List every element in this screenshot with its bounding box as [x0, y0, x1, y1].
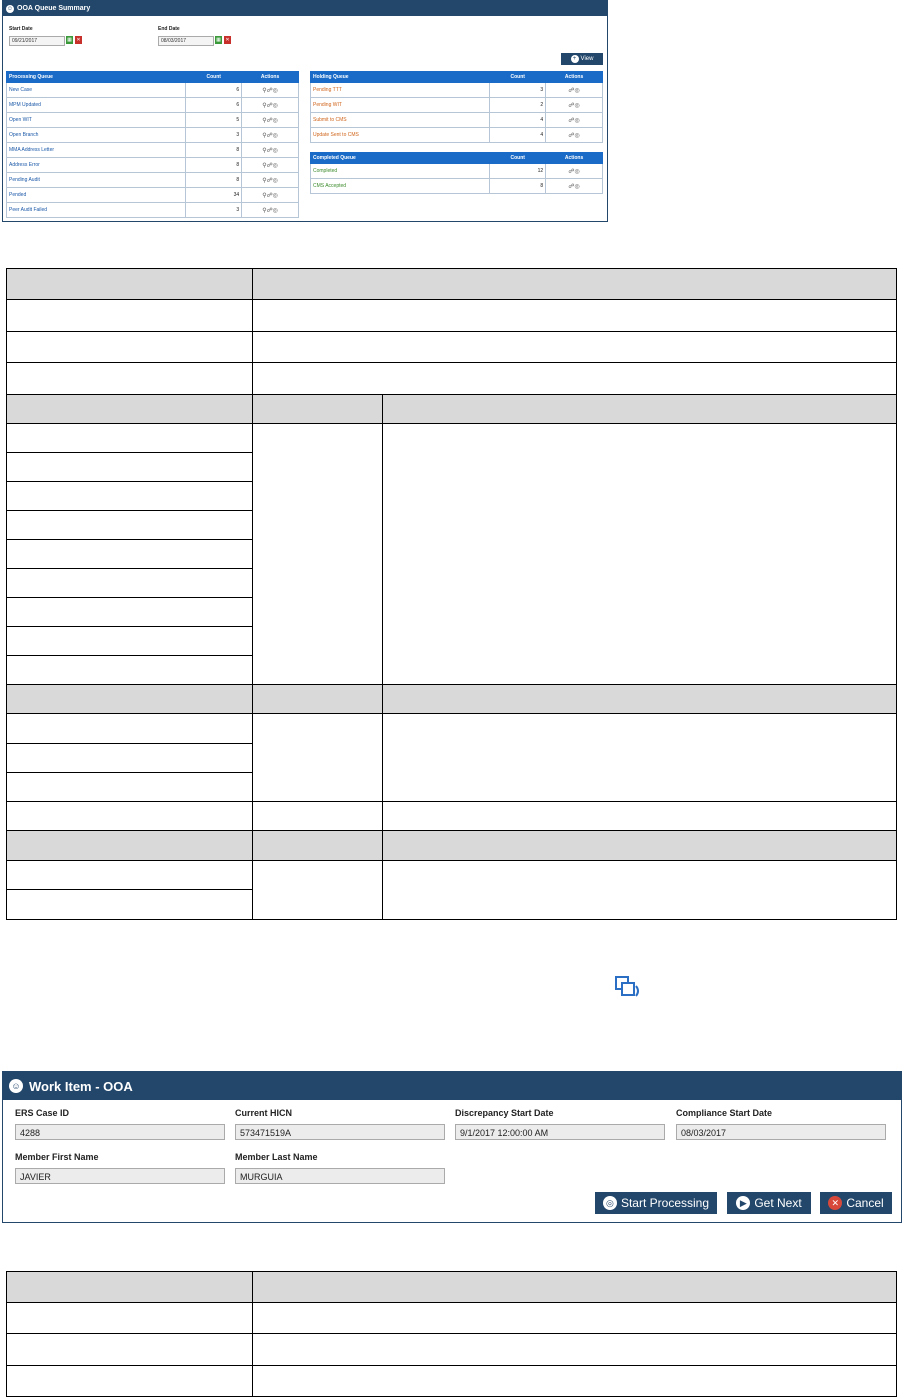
table-cell: [7, 1334, 253, 1366]
queue-count: 6: [186, 98, 242, 113]
table-row: [7, 113, 299, 128]
queue-link[interactable]: Address Error: [7, 158, 186, 173]
end-date-label: End Date: [158, 26, 180, 32]
table-cell: [7, 714, 253, 744]
queue-link[interactable]: MMA Address Letter: [7, 143, 186, 158]
compliance-start-date-field[interactable]: 08/03/2017: [676, 1124, 886, 1140]
row-actions-icon[interactable]: ☍◎: [546, 98, 603, 113]
row-actions-icon[interactable]: ⚲☍◎: [242, 173, 299, 188]
plus-icon: +: [571, 55, 579, 63]
get-next-button[interactable]: [727, 1192, 811, 1214]
next-icon: ▶: [736, 1196, 750, 1210]
ooa-queue-summary-panel: [2, 0, 608, 222]
table-row: [7, 158, 299, 173]
table-cell: [7, 656, 253, 685]
row-actions-icon[interactable]: ☍◎: [546, 164, 603, 179]
table-cell: [253, 300, 897, 332]
row-actions-icon[interactable]: ☍◎: [546, 179, 603, 194]
work-item-titlebar: [3, 1072, 901, 1100]
discrepancy-start-date-label: Discrepancy Start Date: [455, 1108, 554, 1118]
current-hicn-label: Current HICN: [235, 1108, 293, 1118]
table-cell: [7, 1272, 253, 1303]
queue-count: 3: [186, 203, 242, 218]
table-cell: [7, 482, 253, 511]
table-row: [311, 113, 603, 128]
member-last-name-label: Member Last Name: [235, 1152, 318, 1162]
work-item-title: Work Item - OOA: [29, 1078, 133, 1094]
queue-link[interactable]: Pending TTT: [311, 83, 490, 98]
processing-actions-header: Actions: [242, 72, 299, 83]
queue-count: 5: [186, 113, 242, 128]
row-actions-icon[interactable]: ☍◎: [546, 113, 603, 128]
table-cell: [253, 1334, 897, 1366]
cancel-label: Cancel: [846, 1196, 884, 1210]
processing-count-header: Count: [186, 72, 242, 83]
table-cell: [253, 1366, 897, 1397]
holding-count-header: Count: [490, 72, 546, 83]
table-cell: [7, 861, 253, 890]
table-cell: [7, 395, 253, 424]
table-cell: [7, 363, 253, 395]
table-cell: [383, 685, 897, 714]
row-actions-icon[interactable]: ☍◎: [546, 128, 603, 143]
view-button[interactable]: [561, 53, 603, 65]
row-actions-icon[interactable]: ⚲☍◎: [242, 203, 299, 218]
queue-summary-titlebar: [3, 1, 607, 16]
completed-queue-table: [310, 152, 603, 194]
member-last-name-field[interactable]: MURGUIA: [235, 1168, 445, 1184]
queue-count: 34: [186, 188, 242, 203]
row-actions-icon[interactable]: ⚲☍◎: [242, 128, 299, 143]
queue-count: 4: [490, 128, 546, 143]
table-row: [311, 83, 603, 98]
table-cell: [253, 424, 383, 685]
table-cell: [7, 890, 253, 920]
start-date-label: Start Date: [9, 26, 33, 32]
table-cell: [253, 861, 383, 920]
end-date-input[interactable]: 08/03/2017: [158, 36, 214, 46]
table-row: [311, 179, 603, 194]
compliance-start-date-label: Compliance Start Date: [676, 1108, 773, 1118]
row-actions-icon[interactable]: ⚲☍◎: [242, 143, 299, 158]
table-cell: [7, 540, 253, 569]
table-cell: [7, 802, 253, 831]
queue-link[interactable]: Update Sent to CMS: [311, 128, 490, 143]
row-actions-icon[interactable]: ⚲☍◎: [242, 158, 299, 173]
table-cell: [7, 598, 253, 627]
table-row: [7, 173, 299, 188]
table-cell: [253, 269, 897, 300]
queue-count: 2: [490, 98, 546, 113]
document-table-2: [6, 1271, 897, 1397]
completed-count-header: Count: [490, 153, 546, 164]
queue-link[interactable]: New Case: [7, 83, 186, 98]
table-cell: [7, 831, 253, 861]
table-cell: [253, 685, 383, 714]
queue-link[interactable]: Submit to CMS: [311, 113, 490, 128]
table-cell: [253, 395, 383, 424]
table-cell: [253, 714, 383, 802]
view-button-label: View: [580, 56, 594, 62]
queue-count: 3: [490, 83, 546, 98]
queue-count: 3: [186, 128, 242, 143]
table-cell: [383, 861, 897, 920]
close-icon: ✕: [828, 1196, 842, 1210]
table-cell: [383, 424, 897, 685]
table-cell: [7, 269, 253, 300]
queue-count: 12: [490, 164, 546, 179]
get-next-label: Get Next: [754, 1196, 802, 1210]
table-row: [311, 128, 603, 143]
holding-queue-table: [310, 71, 603, 143]
table-cell: [7, 744, 253, 773]
table-cell: [253, 1303, 897, 1334]
queue-link[interactable]: Pending Audit: [7, 173, 186, 188]
queue-link[interactable]: MPM Updated: [7, 98, 186, 113]
queue-link[interactable]: Pending WIT: [311, 98, 490, 113]
holding-actions-header: Actions: [546, 72, 603, 83]
completed-queue-header: Completed Queue: [311, 153, 490, 164]
processing-queue-header: Processing Queue: [7, 72, 186, 83]
start-date-input[interactable]: 09/21/2017: [9, 36, 65, 46]
queue-count: 6: [186, 83, 242, 98]
holding-queue-header: Holding Queue: [311, 72, 490, 83]
discrepancy-start-date-field[interactable]: 9/1/2017 12:00:00 AM: [455, 1124, 665, 1140]
document-table-1: [6, 268, 897, 920]
table-cell: [7, 511, 253, 540]
queue-summary-icon: ☺: [6, 5, 14, 12]
table-cell: [253, 802, 383, 831]
table-cell: [253, 1272, 897, 1303]
queue-summary-title: OOA Queue Summary: [17, 5, 91, 12]
table-cell: [7, 569, 253, 598]
table-row: [7, 188, 299, 203]
ers-case-id-label: ERS Case ID: [15, 1108, 70, 1118]
row-actions-icon[interactable]: ⚲☍◎: [242, 83, 299, 98]
table-cell: [7, 685, 253, 714]
start-processing-button[interactable]: [595, 1192, 717, 1214]
member-first-name-label: Member First Name: [15, 1152, 99, 1162]
table-cell: [7, 300, 253, 332]
queue-link[interactable]: CMS Accepted: [311, 179, 490, 194]
queue-count: 8: [186, 143, 242, 158]
queue-link[interactable]: Peer Audit Failed: [7, 203, 186, 218]
queue-link[interactable]: Open WIT: [7, 113, 186, 128]
table-cell: [383, 831, 897, 861]
queue-link[interactable]: Open Branch: [7, 128, 186, 143]
table-cell: [253, 363, 897, 395]
row-actions-icon[interactable]: ⚲☍◎: [242, 188, 299, 203]
table-cell: [7, 332, 253, 363]
table-cell: [7, 453, 253, 482]
processing-queue-table: [6, 71, 299, 218]
copy-icon[interactable]: [614, 975, 640, 1001]
table-cell: [7, 424, 253, 453]
start-date-calendar-icon[interactable]: ▦: [67, 37, 72, 43]
member-first-name-field[interactable]: JAVIER: [15, 1168, 225, 1184]
table-row: [311, 164, 603, 179]
end-date-calendar-icon[interactable]: ▦: [216, 37, 221, 43]
queue-count: 8: [186, 158, 242, 173]
table-cell: [7, 1366, 253, 1397]
table-cell: [253, 332, 897, 363]
table-row: [7, 83, 299, 98]
table-cell: [7, 1303, 253, 1334]
cancel-button[interactable]: [820, 1192, 892, 1214]
start-date-clear-icon[interactable]: ✕: [76, 37, 81, 43]
table-cell: [7, 627, 253, 656]
table-cell: [253, 831, 383, 861]
table-cell: [383, 714, 897, 802]
row-actions-icon[interactable]: ⚲☍◎: [242, 98, 299, 113]
table-cell: [7, 773, 253, 802]
queue-count: 8: [186, 173, 242, 188]
table-row: [7, 203, 299, 218]
completed-actions-header: Actions: [546, 153, 603, 164]
work-item-icon: ☺: [9, 1079, 23, 1093]
table-cell: [383, 802, 897, 831]
table-row: [7, 98, 299, 113]
gear-icon: ◎: [603, 1196, 617, 1210]
row-actions-icon[interactable]: ☍◎: [546, 83, 603, 98]
queue-link[interactable]: Completed: [311, 164, 490, 179]
queue-link[interactable]: Pended: [7, 188, 186, 203]
queue-count: 4: [490, 113, 546, 128]
ers-case-id-field[interactable]: 4288: [15, 1124, 225, 1140]
start-processing-label: Start Processing: [620, 1196, 710, 1210]
end-date-clear-icon[interactable]: ✕: [225, 37, 230, 43]
table-row: [7, 143, 299, 158]
table-row: [7, 128, 299, 143]
queue-count: 8: [490, 179, 546, 194]
table-row: [311, 98, 603, 113]
table-cell: [383, 395, 897, 424]
current-hicn-field[interactable]: 573471519A: [235, 1124, 445, 1140]
row-actions-icon[interactable]: ⚲☍◎: [242, 113, 299, 128]
